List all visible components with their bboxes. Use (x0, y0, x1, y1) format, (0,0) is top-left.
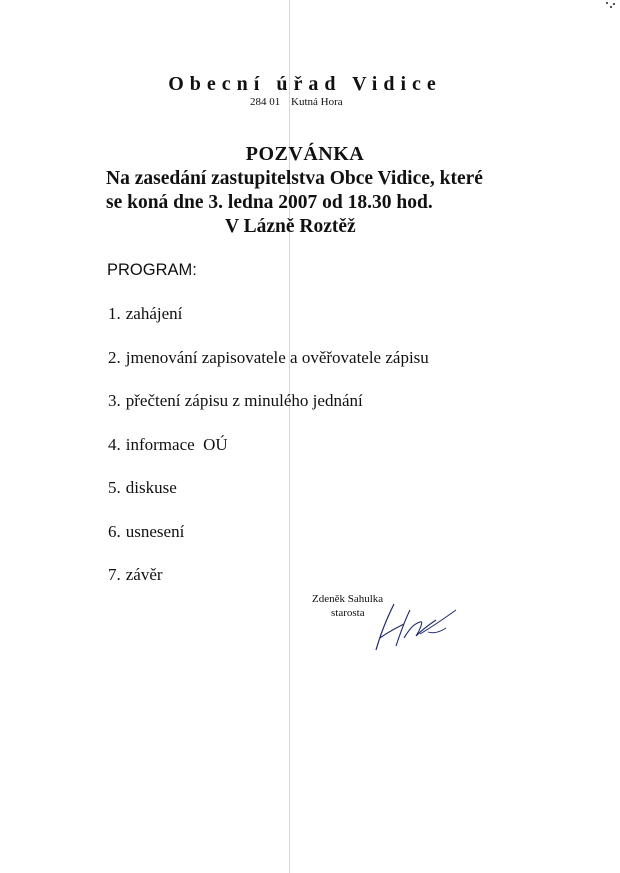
office-name: Obecní úřad Vidice (168, 73, 442, 95)
program-item-label: usnesení (125, 521, 185, 541)
program-item-number: 1. (108, 304, 121, 323)
program-item (108, 435, 429, 479)
signature-stroke (428, 628, 446, 633)
invitation-line: se koná dne 3. ledna 2007 od 18.30 hod. (106, 192, 433, 213)
program-item-label: zahájení (125, 304, 183, 323)
program-item (108, 348, 429, 392)
program-item-number: 7. (108, 565, 121, 584)
city: Kutná Hora (291, 96, 343, 108)
invitation-line: Na zasedání zastupitelstva Obce Vidice, které (106, 168, 483, 189)
program-item-label: závěr (125, 565, 163, 584)
program-item-number: 3. (108, 391, 121, 410)
program-item (108, 522, 429, 566)
invitation-title: POZVÁNKA (245, 143, 365, 165)
program-item (108, 304, 429, 348)
program-item-label: přečtení zápisu z minulého jednání (125, 391, 363, 410)
program-item-number: 5. (108, 478, 121, 497)
signatory-role: starosta (331, 607, 365, 619)
program-item (108, 478, 429, 522)
signatory-name: Zdeněk Sahulka (312, 593, 384, 605)
program-item-label: diskuse (125, 478, 177, 497)
signature-stroke (396, 610, 410, 646)
invitation-line: V Lázně Roztěž (225, 216, 356, 237)
program-list (108, 304, 429, 609)
program-item-number: 2. (108, 347, 121, 367)
program-item-label: jmenování zapisovatele a ověřovatele zápisu (125, 347, 429, 367)
signature-stroke (404, 620, 436, 638)
invitation-text (106, 167, 483, 239)
handwritten-signature (370, 598, 460, 654)
signature-stroke (420, 610, 456, 634)
office-address (250, 96, 343, 108)
program-heading: PROGRAM: (107, 261, 197, 279)
program-item-number: 6. (108, 521, 121, 541)
scan-corner-marks (606, 2, 616, 10)
program-item-label: informace OÚ (125, 434, 228, 454)
program-item-number: 4. (108, 434, 121, 454)
program-item (108, 391, 429, 435)
postcode: 284 01 (250, 96, 281, 108)
signature-stroke (376, 604, 394, 650)
